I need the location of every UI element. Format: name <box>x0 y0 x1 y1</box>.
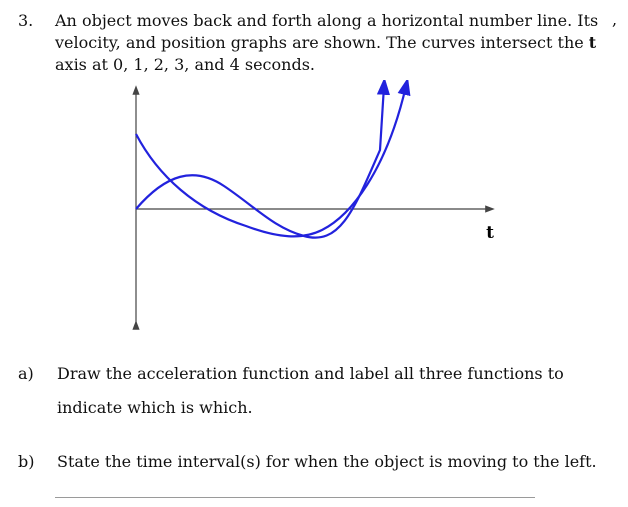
part-b-text: State the time interval(s) for when the object is moving to the left. <box>57 452 597 471</box>
part-a-text <box>57 363 617 419</box>
part-a-line-2: indicate which is which. <box>57 398 253 417</box>
part-b-label: b) <box>18 452 35 471</box>
question-line-2 <box>55 32 615 54</box>
t-axis-label: t <box>486 223 494 243</box>
part-a-label: a) <box>18 364 34 383</box>
curve-starting-high <box>136 86 406 236</box>
curve-starting-at-origin <box>136 86 384 238</box>
question-text <box>55 10 618 76</box>
question-line-1: An object moves back and forth along a horizontal number line. Its <box>55 11 599 30</box>
question-number: 3. <box>18 11 34 30</box>
t-axis-bold: t <box>588 33 597 52</box>
stray-mark: , <box>612 10 618 29</box>
answer-line[interactable] <box>55 497 535 498</box>
question-line-3: axis at 0, 1, 2, 3, and 4 seconds. <box>55 55 315 74</box>
velocity-position-graph <box>118 80 498 340</box>
part-a-line-1: Draw the acceleration function and label all three functions to <box>57 364 564 383</box>
question-line-2-text: velocity, and position graphs are shown. The curves intersect the <box>55 33 589 52</box>
